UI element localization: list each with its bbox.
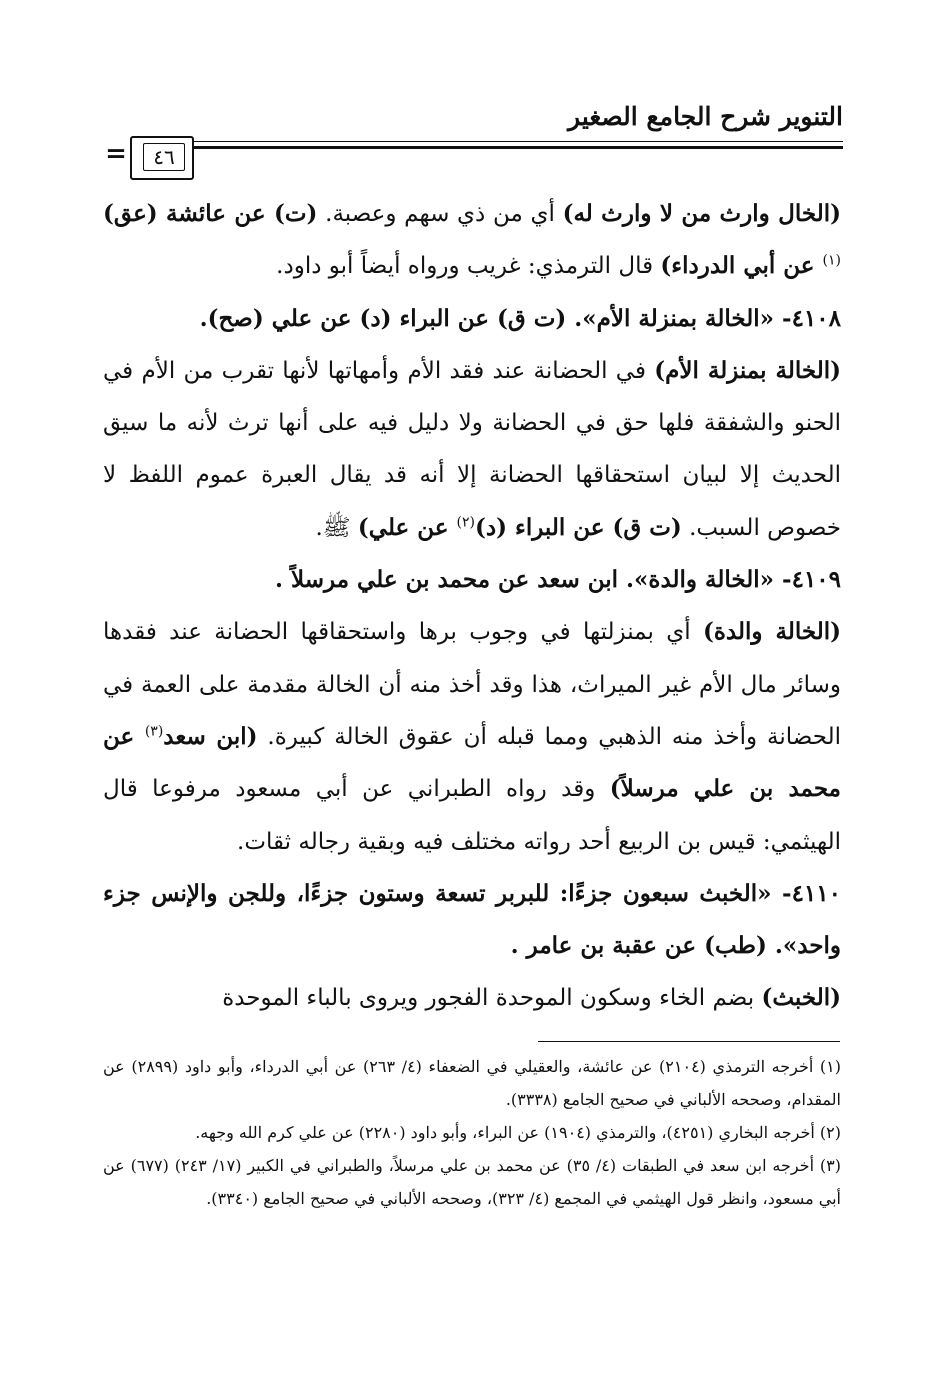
hadith-quote: (الخبث) xyxy=(761,984,841,1012)
hadith-text: ٤١٠٨- «الخالة بمنزلة الأم». (ت ق) عن البراء (د) عن علي (صح). xyxy=(199,304,841,332)
hadith-4109 xyxy=(103,554,841,606)
hadith-quote: (الخالة والدة) xyxy=(702,618,841,646)
source-reference: (ت) عن عائشة (عق) xyxy=(103,200,318,227)
source-reference: عن أبي الدرداء) xyxy=(660,252,823,280)
header-rule-thick xyxy=(194,146,843,149)
hadith-quote: (الخالة بمنزلة الأم) xyxy=(654,356,841,384)
main-text xyxy=(103,188,841,1025)
hadith-text: ٤١١٠- «الخبث سبعون جزءًا: للبربر تسعة وستون جزءًا، وللجن والإنس جزء واحد». (طب) عن عقبة بن عامر . xyxy=(103,879,841,960)
running-header-title: التنوير شرح الجامع الصغير xyxy=(568,102,843,131)
commentary-text: أي من ذي سهم وعصبة. xyxy=(317,201,563,227)
hadith-text: ٤١٠٩- «الخالة والدة». ابن سعد عن محمد بن علي مرسلاً . xyxy=(275,566,841,594)
footnote-separator xyxy=(538,1041,840,1042)
hadith-4110 xyxy=(103,868,841,973)
paragraph-1 xyxy=(103,188,841,293)
footnote-ref: (٣) xyxy=(144,723,164,740)
commentary-text: وقد رواه الطبراني عن أبي مسعود مرفوعا قال الهيثمي: قيس بن الربيع أحد رواته مختلف فيه وبقية رجاله ثقات. xyxy=(103,776,841,855)
paragraph-7 xyxy=(103,972,841,1024)
footnote-1: (١) أخرجه الترمذي (٢١٠٤) عن عائشة، والعقيلي في الضعفاء (٤/ ٢٦٣) عن أبي الدرداء، وأبو داود (٢٨٩٩) عن المقدام، وصححه الألباني في صحيح الجامع (٣٣٣٨). xyxy=(103,1057,842,1109)
commentary-text: بضم الخاء وسكون الموحدة الفجور ويروى بالباء الموحدة xyxy=(222,985,762,1012)
hadith-4108 xyxy=(103,293,841,345)
header-rule-thin xyxy=(194,141,843,142)
commentary-text: أي بمنزلتها في وجوب برها واستحقاقها الحضانة عند فقدها وسائر مال الأم غير الميراث، هذا وقد أخذ منه أن الخالة مقدمة على العمة في الحضانة وأخذ منه الذهبي ومما قبله أن عقوق الخالة كبيرة. xyxy=(103,619,841,750)
source-reference: عن علي) xyxy=(357,513,457,541)
paragraph-5 xyxy=(103,606,841,867)
source-reference: عن محمد بن علي مرسلاً) xyxy=(103,722,841,803)
paragraph-3 xyxy=(103,345,841,554)
footnote-ref: (٢) xyxy=(456,514,475,531)
hadith-quote: (الخال وارث من لا وارث له) xyxy=(562,200,842,227)
commentary-text: قال الترمذي: غريب ورواه أيضاً أبو داود. xyxy=(276,253,661,280)
source-reference: (ابن سعد xyxy=(163,722,258,750)
footnotes xyxy=(103,1050,841,1215)
commentary-text: في الحضانة عند فقد الأم وأمهاتها لأنها تقرب من الأم في الحنو والشفقة فلها حق في الحضانة ولا دليل فيه على أنها ترث لأنه ما سيق الحديث إلا لبيان استحقاقها الحضانة إلا أنه قد يقال العبرة عموم اللفظ لا خصوص السبب. xyxy=(103,357,841,541)
page-number: ٤٦ xyxy=(143,143,185,171)
page-marker: = xyxy=(105,139,127,169)
honorific: ﷺ. xyxy=(315,514,358,541)
footnote-2: (٢) أخرجه البخاري (٤٢٥١)، والترمذي (١٩٠٤) عن البراء، وأبو داود (٢٢٨٠) عن علي كرم الله وجهه. xyxy=(195,1123,841,1142)
footnote-3: (٣) أخرجه ابن سعد في الطبقات (٤/ ٣٥) عن محمد بن علي مرسلاً، والطبراني في الكبير (١٧/ ٢٤٣) (٦٧٧) عن أبي مسعود، وانظر قول الهيثمي في المجمع (٤/ ٣٢٣)، وصححه الألباني في صحيح الجامع (٣٣٤٠). xyxy=(103,1156,841,1208)
source-reference: (ت ق) عن البراء (د) xyxy=(475,513,682,541)
footnote-ref: (١) xyxy=(822,252,841,269)
